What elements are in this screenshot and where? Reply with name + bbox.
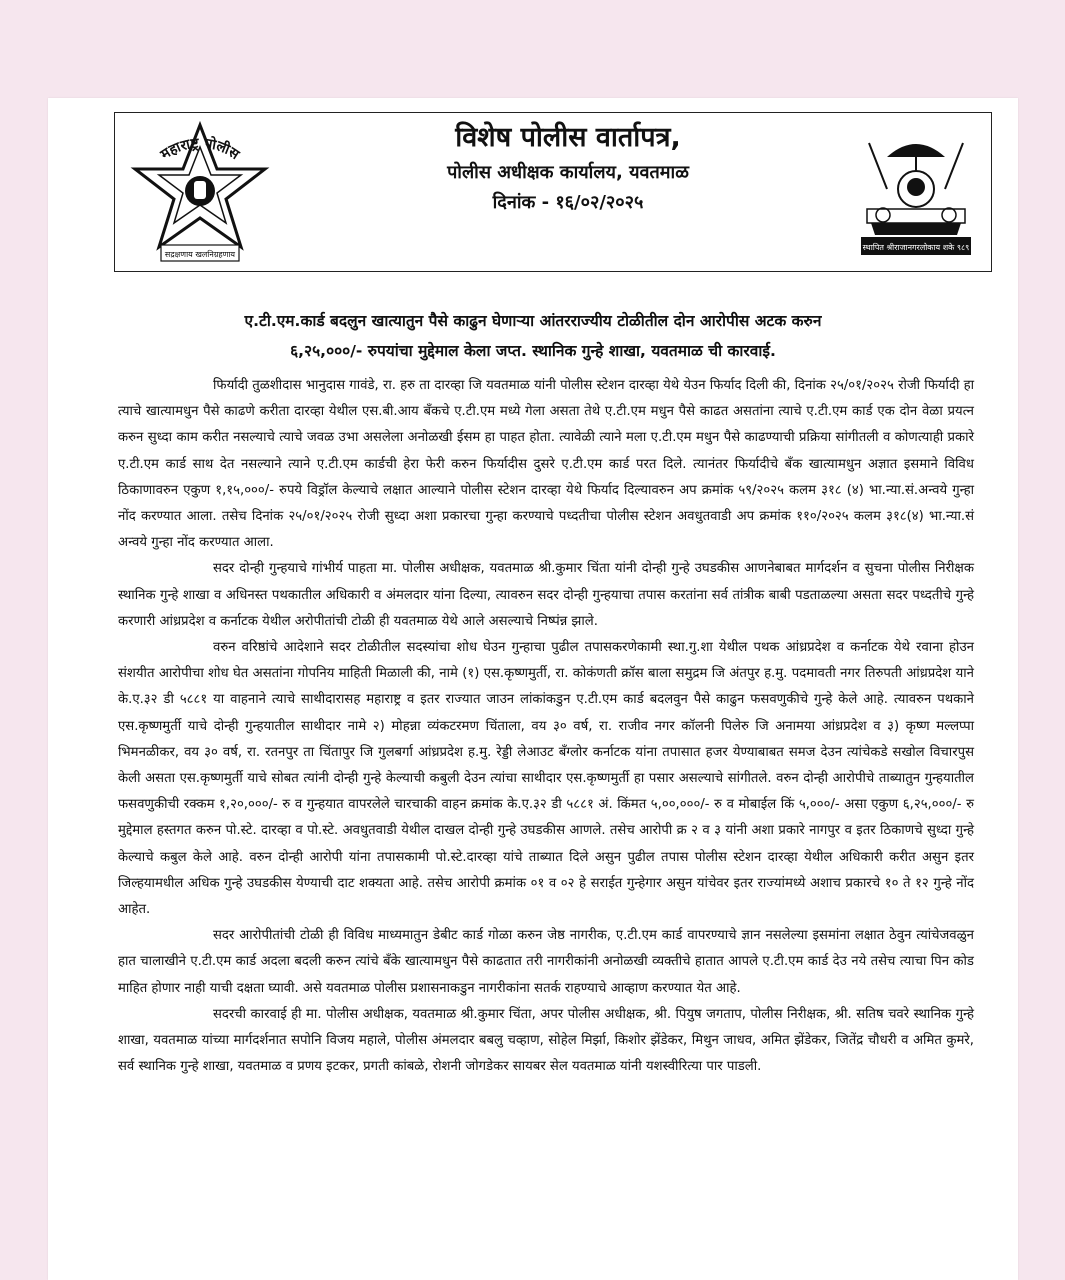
press-release-page	[48, 98, 1018, 1280]
paragraph-complaint: फिर्यादी तुळशीदास भानुदास गावंडे, रा. हरु ता दारव्हा जि यवतमाळ यांनी पोलीस स्टेशन दारव्हा येथे येउन फिर्याद दिली की, दिनांक २५/०१/२०२५ रोजी फिर्यादी हा त्याचे खात्यामधुन पैसे काढणे करीता दारव्हा येथील एस.बी.आय बँकचे ए.टी.एम मध्ये गेला असता तेथे ए.टी.एम मधुन पैसे काढत असतांना त्याचे ए.टी.एम कार्ड एक दोन वेळा प्रयत्न करुन सुध्दा काम करीत नसल्याचे त्याचे जवळ उभा असलेला अनोळखी ईसम हा पाहत होता. त्यावेळी त्याने मला ए.टी.एम मधुन पैसे काढण्याची प्रक्रिया सांगीतली व कोणत्याही प्रकारे ए.टी.एम कार्ड साथ देत नसल्याने त्याने ए.टी.एम कार्डची हेरा फेरी करुन फिर्यादीस दुसरे ए.टी.एम कार्ड परत दिले. त्यानंतर फिर्यादीचे बँक खात्यामधुन अज्ञात इसमाने विविध ठिकाणावरुन एकुण १,१५,०००/- रुपये विड्रॉल केल्याचे लक्षात आल्याने पोलीस स्टेशन दारव्हा येथे फिर्याद दिल्यावरुन अप क्रमांक ५९/२०२५ कलम ३१८ (४) भा.न्या.सं.अन्वये गुन्हा नोंद करण्यात आला. तसेच दिनांक २५/०१/२०२५ रोजी सुध्दा अशा प्रकारचा गुन्हा करण्याचे पध्दतीचा पोलीस स्टेशन अवधुतवाडी अप क्रमांक ११०/२०२५ कलम ३१८(४) भा.न्या.सं अन्वये गुन्हा नोंद करण्यात आला.	[118, 378, 974, 551]
headline-line-2: ६,२५,०००/- रुपयांचा मुद्देमाल केला जप्त. स्थानिक गुन्हे शाखा, यवतमाळ ची कारवाई.	[290, 342, 776, 360]
article-body	[118, 373, 974, 1080]
headline	[78, 306, 988, 366]
paragraph-arrest: वरुन वरिष्ठांचे आदेशाने सदर टोळीतील सदस्यांचा शोध घेउन गुन्हाचा पुढील तपासकरणेकामी स्था.गु.शा येथील पथक आंध्रप्रदेश व कर्नाटक येथे रवाना होउन संशयीत आरोपीचा शोध घेत असतांना गोपनिय माहिती मिळाली की, नामे (१) एस.कृष्णमुर्ती, रा. कोकंणती क्रॉस बाला समुद्रम जि अंतपुर ह.मु. पदमावती नगर तिरुपती आंध्रप्रदेश याने के.ए.३२ डी ५८८१ या वाहनाने त्याचे साथीदारासह महाराष्ट्र व इतर राज्यात जाउन लांकांकडुन ए.टी.एम कार्ड बदलवुन पैसे काढुन फसवणुकीचे गुन्हे केले आहे. त्यावरुन पथकाने एस.कृष्णमुर्ती याचे दोन्ही गुन्हयातील साथीदार नामे २) मोहन्ना व्यंकटरमण चिंताला, वय ३० वर्ष, रा. राजीव नगर कॉलनी पिलेरु जि अनामया आंध्रप्रदेश व ३) कृष्ण मल्लप्पा भिमनळीकर, वय ३० वर्ष, रा. रतनपुर ता चिंतापुर जि गुलबर्गा आंध्रप्रदेश ह.मु. रेड्डी लेआउट बँग्लोर कर्नाटक यांना तपासात हजर येण्याबाबत समज देउन त्यांचेकडे सखोल विचारपुस केली असता एस.कृष्णमुर्ती याचे सोबत त्यांनी दोन्ही गुन्हे केल्याची कबुली देउन त्यांचा साथीदार एस.कृष्णमुर्ती हा पसार असल्याचे सांगीतले. वरुन दोन्ही आरोपीचे ताब्यातुन गुन्हयातील फसवणुकीची रक्कम १,२०,०००/- रु व गुन्हयात वापरलेले चारचाकी वाहन क्रमांक के.ए.३२ डी ५८८१ अं. किंमत ५,००,०००/- रु व मोबाईल किं ५,०००/- असा एकुण ६,२५,०००/- रु मुद्देमाल हस्तगत करुन पो.स्टे. दारव्हा व पो.स्टे. अवधुतवाडी येथील दाखल दोन्ही गुन्हे उघडकीस आणले. तसेच आरोपी क्र २ व ३ यांनी अशा प्रकारे नागपुर व इतर ठिकाणचे सुध्दा गुन्हे केल्याचे कबुल केले आहे. वरुन दोन्ही आरोपी यांना तपासकामी पो.स्टे.दारव्हा यांचे ताब्यात दिले असुन पुढील तपास पोलीस स्टेशन दारव्हा येथील अधिकारी करीत असुन इतर जिल्हयामधील अधिक गुन्हे उघडकीस येण्याची दाट शक्यता आहे. तसेच आरोपी क्रमांक ०१ व ०२ हे सराईत गुन्हेगार असुन यांचेवर इतर राज्यांमध्ये अशाच प्रकारचे १० ते १२ गुन्हे नोंद आहेत.	[118, 640, 974, 918]
headline-line-1: ए.टी.एम.कार्ड बदलुन खात्यातुन पैसे काढुन घेणाऱ्या आंतरराज्यीय टोळीतील दोन आरोपीस अटक करुन	[244, 312, 822, 330]
logo-motto: सद्रक्षणाय खलनिग्रहणाय	[164, 250, 236, 259]
logo-arc-text: महाराष्ट्र पोलीस	[157, 135, 243, 163]
seal-caption: स्थापित श्रीराजानगरलोकाय शके ९८९	[862, 243, 970, 252]
royal-seal-emblem	[847, 123, 985, 263]
police-star-hand-emblem	[125, 117, 275, 267]
letterhead	[114, 112, 992, 272]
issuing-office: पोलीस अधीक्षक कार्यालय, यवतमाळ	[447, 162, 689, 183]
paragraph-investigation: सदर दोन्ही गुन्हयाचे गांभीर्य पाहता मा. पोलीस अधीक्षक, यवतमाळ श्री.कुमार चिंता यांनी दोन्ही गुन्हे उघडकीस आणनेबाबत मार्गदर्शन व सुचना पोलीस निरीक्षक स्थानिक गुन्हे शाखा व अधिनस्त पथकातील अधिकारी व अंमलदार यांना दिल्या, त्यावरुन सदर दोन्ही गुन्हयाचा तपास करतांना सर्व तांत्रीक बाबी पडताळल्या असता सदर पध्दतीचे गुन्हे करणारी आंध्रप्रदेश व कर्नाटक येथील अरोपीतांची टोळी ही यवतमाळ येथे आले असल्याचे निष्पंन्न झाले.	[118, 561, 974, 629]
paragraph-credits: सदरची कारवाई ही मा. पोलीस अधीक्षक, यवतमाळ श्री.कुमार चिंता, अपर पोलीस अधीक्षक, श्री. पियुष जगताप, पोलीस निरीक्षक, श्री. सतिष चवरे स्थानिक गुन्हे शाखा, यवतमाळ यांच्या मार्गदर्शनात सपोनि विजय महाले, पोलीस अंमलदार बबलु चव्हाण, सोहेल मिर्झा, किशोर झेंडेकर, मिथुन जाधव, अमित झेंडेकर, जितेंद्र चौधरी व अमित कुमरे, सर्व स्थानिक गुन्हे शाखा, यवतमाळ व प्रणय इटकर, प्रगती कांबळे, रोशनी जोगडेकर सायबर सेल यवतमाळ यांनी यशस्वीरित्या पार पाडली.	[118, 1006, 974, 1075]
paragraph-public-advisory: सदर आरोपीतांची टोळी ही विविध माध्यमातुन डेबीट कार्ड गोळा करुन जेष्ठ नागरीक, ए.टी.एम कार्ड वापरण्याचे ज्ञान नसलेल्या इसमांना लक्षात ठेवुन त्यांचेजवळुन हात चालाखीने ए.टी.एम कार्ड अदला बदली करुन त्यांचे बँके खात्यामधुन पैसे काढतात तरी नागरीकांनी अनोळखी व्यक्तीचे हातात आपले ए.टी.एम कार्ड देउ नये तसेच त्याचा पिन कोड माहित होणार नाही याची दक्षता घ्यावी. असे यवतमाळ पोलीस प्रशासनाकडुन नागरीकांना सतर्क राहण्याचे आव्हाण करण्यात येत आहे.	[118, 928, 974, 996]
bulletin-date: दिनांक - १६/०२/२०२५	[492, 192, 644, 213]
bulletin-title: विशेष पोलीस वार्तापत्र,	[455, 122, 681, 153]
